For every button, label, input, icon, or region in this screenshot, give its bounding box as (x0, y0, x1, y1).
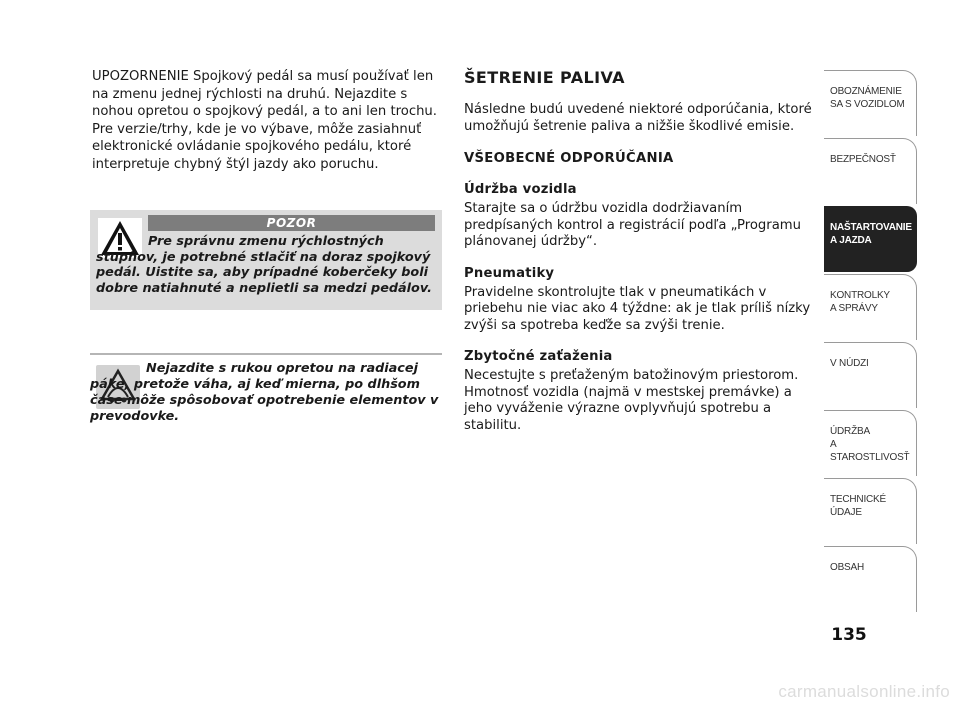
right-column (464, 68, 816, 434)
watermark: carmanualsonline.info (778, 682, 950, 701)
tab-label-line2: ÚDAJE (830, 507, 862, 518)
chapter-tab-active[interactable] (824, 206, 917, 272)
pozor-header: POZOR (148, 215, 435, 231)
chapter-tab[interactable] (824, 410, 917, 476)
pozor-text: Pre správnu zmenu rýchlostných stupňov, je potrebné stlačiť na doraz spojkový pedál. Uistite sa, aby prípadné koberčeky boli dobre natiahnuté a neplietli sa medzi pedálov. (96, 234, 433, 296)
subsection-body: Pravidelne skontrolujte tlak v pneumatikách v priebehu nie viac ako 4 týždne: ak je tlak príliš nízky zvýši sa spotreba keďže sa zvýši trenie. (464, 284, 811, 333)
clutch-warning-paragraph: UPOZORNENIE Spojkový pedál sa musí používať len na zmenu jednej rýchlosti na druhú. Nejazdite s nohou opretou o spojkový pedál, a to ani len trochu. Pre verzie/trhy, kde je vo výbave, môže zasiahnuť elektronické ovládanie spojkového pedálu, ktoré interpretuje chybný štýl jazdy ako poruchu. (92, 69, 437, 172)
chapter-tab[interactable] (824, 138, 917, 204)
chapter-tab[interactable] (824, 478, 917, 544)
page-number: 135 (831, 625, 867, 645)
subsection-body: Starajte sa o údržbu vozidla dodržiavaním predpísaných kontrol a registrácií podľa „Programu plánovanej údržby“. (464, 201, 802, 249)
tab-label-line1: OBSAH (830, 562, 865, 573)
chapter-tabs-sidebar (824, 70, 917, 614)
intro-paragraph: Následne budú uvedené niektoré odporúčania, ktoré umožňujú šetrenie paliva a nižšie škodlivé emisie. (464, 102, 812, 134)
tab-label-line1: BEZPEČNOSŤ (830, 154, 896, 165)
tab-label-line1: KONTROLKY (830, 290, 890, 301)
tab-label-line2: A JAZDA (830, 235, 872, 246)
tab-label-line1: OBOZNÁMENIE (830, 86, 902, 97)
tab-label-line2: A STAROSTLIVOSŤ (830, 439, 910, 463)
note-text: Nejazdite s rukou opretou na radiacej páke, pretože váha, aj keď mierna, po dlhšom čase môže spôsobovať opotrebenie elementov v prevodovke. (90, 361, 439, 424)
subsection-heading: Údržba vozidla (464, 182, 577, 197)
chapter-tab[interactable] (824, 342, 917, 408)
gear-lever-note-box (90, 353, 442, 430)
general-recommendations-heading: VŠEOBECNÉ ODPORÚČANIA (464, 151, 674, 166)
tab-label-line1: V NÚDZI (830, 358, 869, 369)
tab-label-line1: TECHNICKÉ (830, 494, 886, 505)
subsection-body: Necestujte s preťaženým batožinovým priestorom. Hmotnosť vozidla (najmä v mestskej premávke) a jeho vyváženie výrazne ovplyvňujú spotrebu a stabilitu. (464, 368, 799, 433)
section-title: ŠETRENIE PALIVA (464, 68, 625, 87)
chapter-tab[interactable] (824, 70, 917, 136)
tab-label-line1: NAŠTARTOVANIE (830, 222, 912, 233)
chapter-tab[interactable] (824, 274, 917, 340)
subsection-heading: Zbytočné zaťaženia (464, 349, 613, 364)
tab-label-line1: ÚDRŽBA (830, 426, 870, 437)
left-column (92, 68, 444, 173)
pozor-warning-box (90, 210, 442, 310)
tab-label-line2: SA S VOZIDLOM (830, 99, 905, 110)
tab-label-line2: A SPRÁVY (830, 303, 878, 314)
subsection-heading: Pneumatiky (464, 265, 555, 281)
chapter-tab[interactable] (824, 546, 917, 612)
